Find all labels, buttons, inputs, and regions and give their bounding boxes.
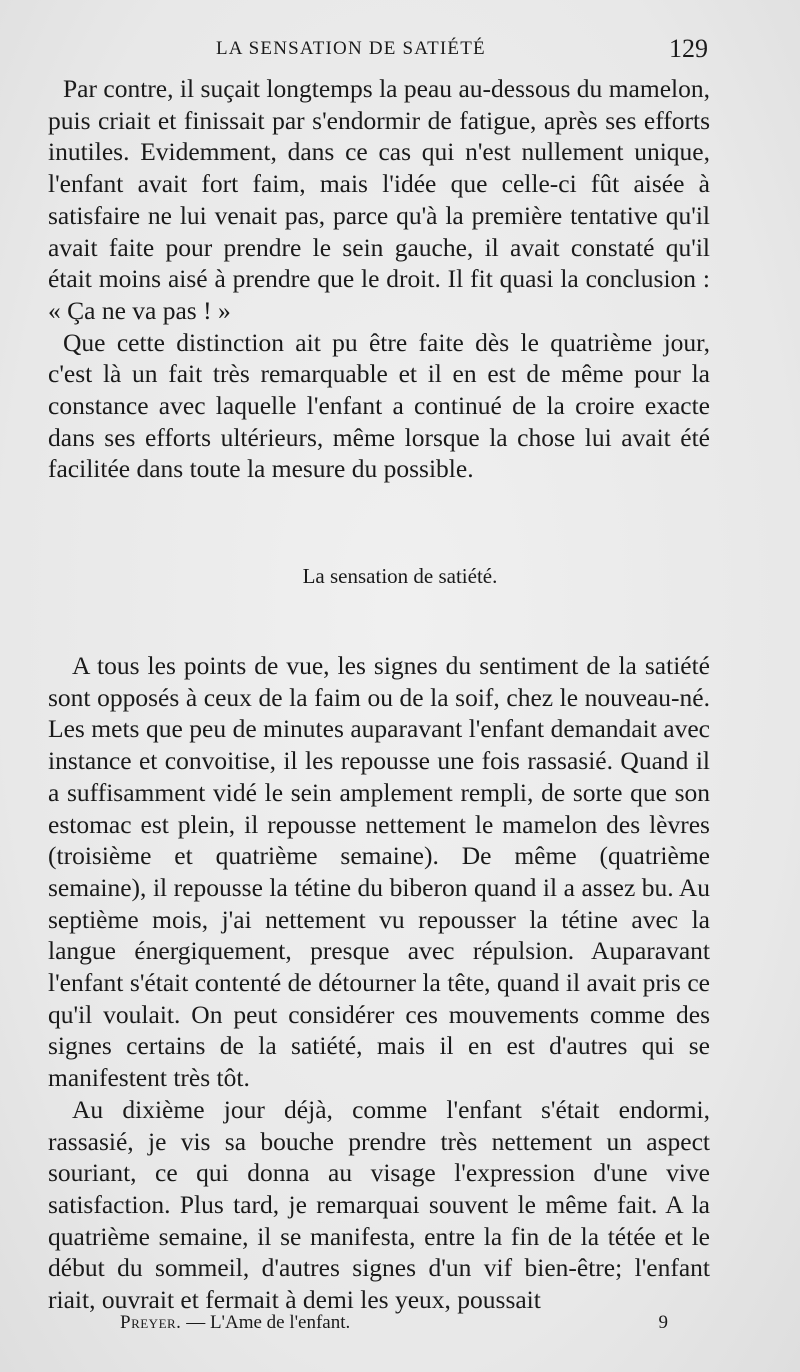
- paragraph: A tous les points de vue, les signes du sentiment de la satiété sont opposés à ceux de la faim ou de la soif, chez le nouveau-né. Les mets que peu de minutes auparavant l'enfant demandait avec instance et convoitise, il les repousse une fois rassasié. Quand il a suffisamment vidé le sein amplement rempli, de sorte que son estomac est plein, il repousse nettement le mamelon des lèvres (troisième et quatrième semaine). De même (quatrième semaine), il repousse la tétine du biberon quand il a assez bu. Au septième mois, j'ai nettement vu repousser la tétine avec la langue énergiquement, presque avec répulsion. Auparavant l'enfant s'était contenté de détourner la tête, quand il avait pris ce qu'il voulait. On peut considérer ces mouvements comme des signes certains de la satiété, mais il en est d'autres qui se manifestent très tôt.: [48, 651, 710, 1093]
- paragraph: Par contre, il suçait longtemps la peau au-dessous du mamelon, puis criait et finissait par s'endormir de fatigue, après ses efforts inutiles. Evidemment, dans ce cas qui n'est nullement unique, l'enfant avait fort faim, mais l'idée que celle-ci fût aisée à satisfaire ne lui venait pas, parce qu'à la première tentative qu'il avait faite pour prendre le sein gauche, il avait constaté qu'il était moins aisé à prendre que le droit. Il fit quasi la conclusion : « Ça ne va pas ! »: [48, 74, 710, 325]
- footer-title: — L'Ame de l'enfant.: [186, 1312, 351, 1333]
- running-head: [0, 34, 800, 64]
- running-title: LA SENSATION DE SATIÉTÉ: [216, 38, 486, 59]
- paragraph: Au dixième jour déjà, comme l'enfant s'était endormi, rassasié, je vis sa bouche prendre très nettement un aspect souriant, ce qui donna au visage l'expression d'une vive satisfaction. Plus tard, je remarquai souvent le même fait. A la quatrième semaine, il se manifesta, entre la fin de la tétée et le début du sommeil, d'autres signes d'un vif bien-être; l'enfant riait, ouvrait et fermait à demi les yeux, poussait: [48, 1094, 710, 1315]
- section-heading: La sensation de satiété.: [302, 564, 498, 588]
- page-footer: [0, 1312, 800, 1342]
- signature-mark: 9: [658, 1312, 668, 1333]
- text-block-bottom: [48, 650, 710, 1316]
- footer-author-line: [120, 1312, 350, 1334]
- paragraph: Que cette distinction ait pu être faite dès le quatrième jour, c'est là un fait très remarquable et il en est de même pour la constance avec laquelle l'enfant a continué de la croire exacte dans ses efforts ultérieurs, même lorsque la chose lui avait été facilitée dans toute la mesure du possible.: [48, 327, 710, 484]
- page-number: 129: [669, 34, 708, 63]
- text-block-top: [48, 73, 710, 485]
- footer-author: Preyer.: [120, 1312, 182, 1333]
